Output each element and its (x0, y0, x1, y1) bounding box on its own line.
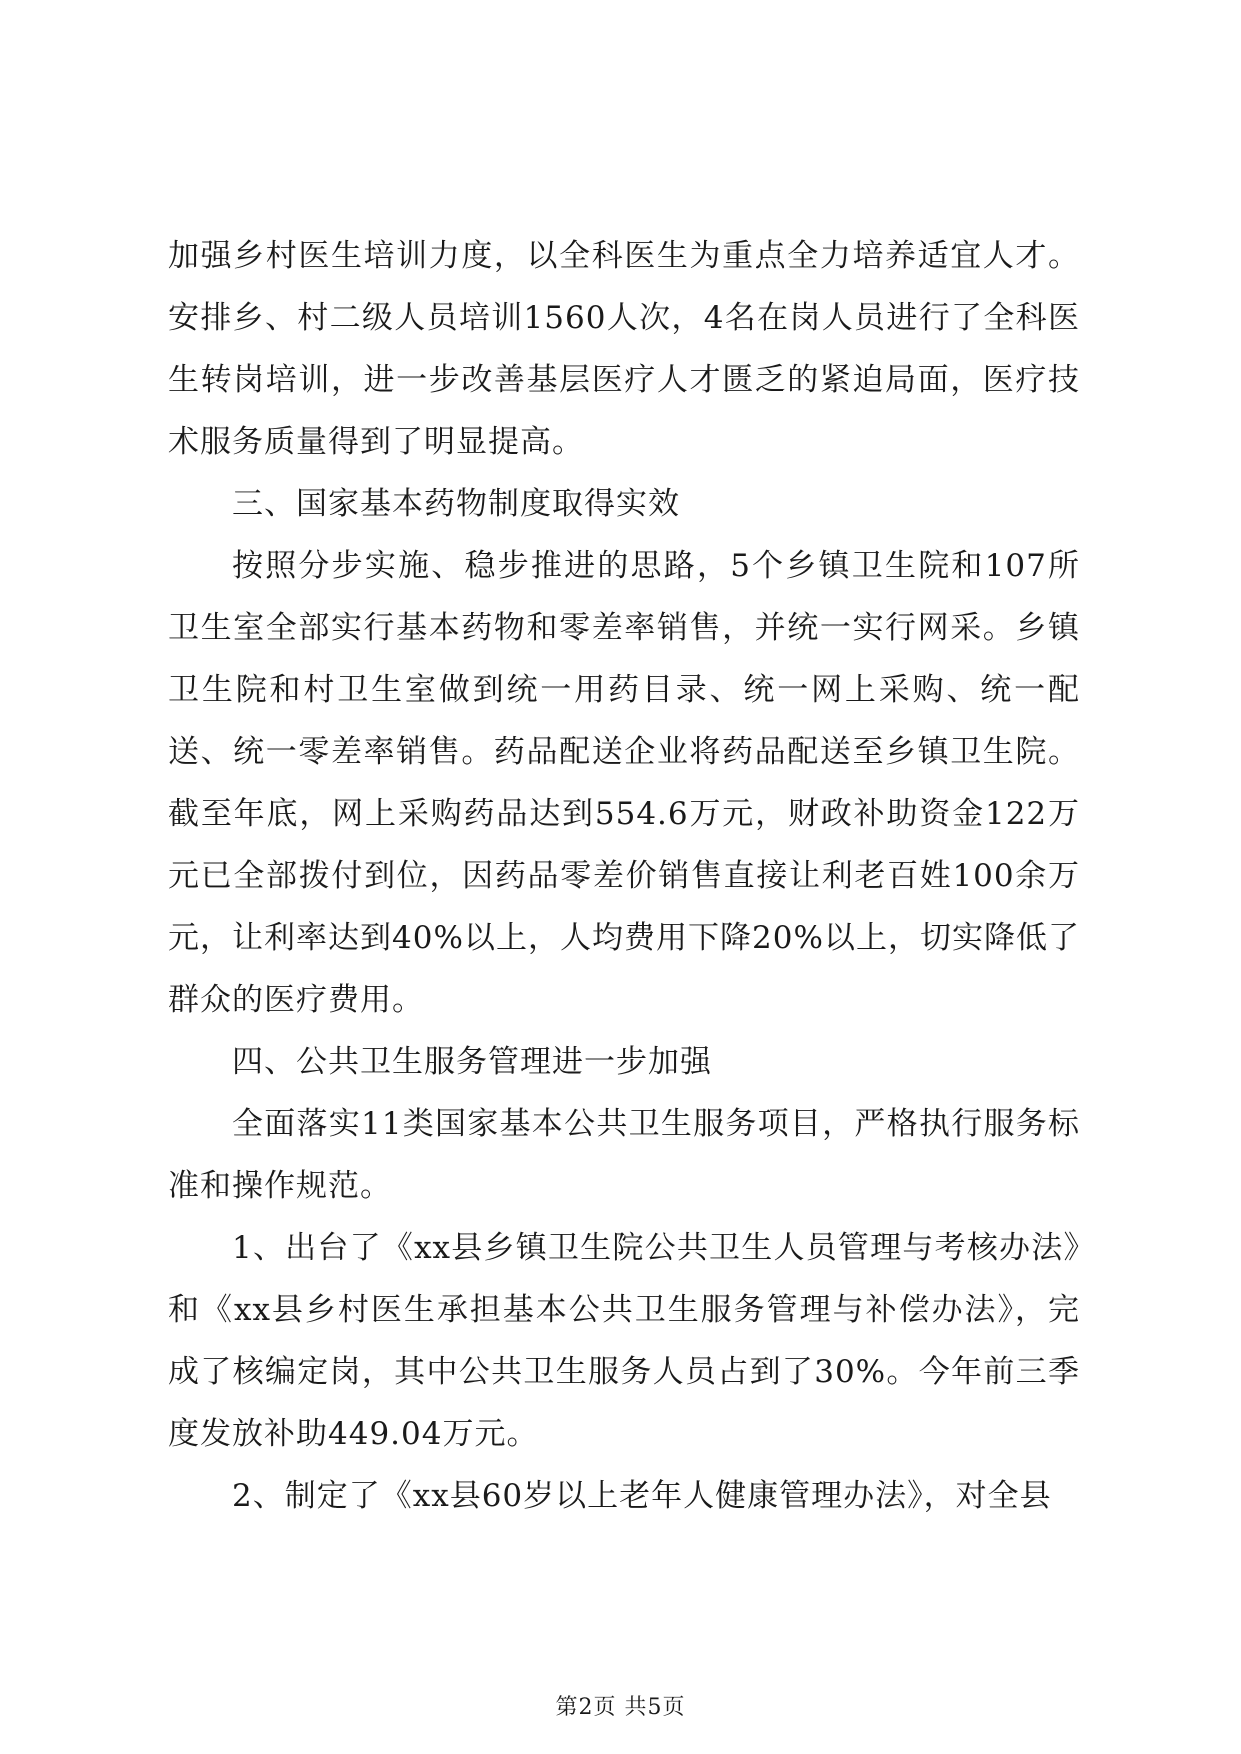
list-item-2: 2、制定了《xx县60岁以上老年人健康管理办法》，对全县 (232, 1478, 1052, 1514)
paragraph-essential-drugs: 按照分步实施、稳步推进的思路，5个乡镇卫生院和107所卫生室全部实行基本药物和零差率销售，并统一实行网采。乡镇卫生院和村卫生室做到统一用药目录、统一网上采购、统一配送、统一零差率销售。药品配送企业将药品配送至乡镇卫生院。截至年底，网上采购药品达到554.6万元，财政补助资金122万元已全部拨付到位，因药品零差价销售直接让利老百姓100余万元，让利率达到40%以上，人均费用下降20%以上，切实降低了群众的医疗费用。 (168, 548, 1080, 1018)
page-number-footer: 第2页 共5页 (555, 1695, 686, 1720)
heading-public-health: 四、公共卫生服务管理进一步加强 (232, 1044, 712, 1080)
body-text (168, 225, 1080, 1527)
heading-essential-drugs: 三、国家基本药物制度取得实效 (232, 486, 680, 522)
paragraph-public-health: 全面落实11类国家基本公共卫生服务项目，严格执行服务标准和操作规范。 (168, 1106, 1080, 1204)
paragraph-training: 加强乡村医生培训力度，以全科医生为重点全力培养适宜人才。安排乡、村二级人员培训1560人次，4名在岗人员进行了全科医生转岗培训，进一步改善基层医疗人才匮乏的紧迫局面，医疗技术服务质量得到了明显提高。 (168, 238, 1080, 460)
list-item-1: 1、出台了《xx县乡镇卫生院公共卫生人员管理与考核办法》和《xx县乡村医生承担基本公共卫生服务管理与补偿办法》，完成了核编定岗，其中公共卫生服务人员占到了30%。今年前三季度发放补助449.04万元。 (168, 1230, 1080, 1452)
